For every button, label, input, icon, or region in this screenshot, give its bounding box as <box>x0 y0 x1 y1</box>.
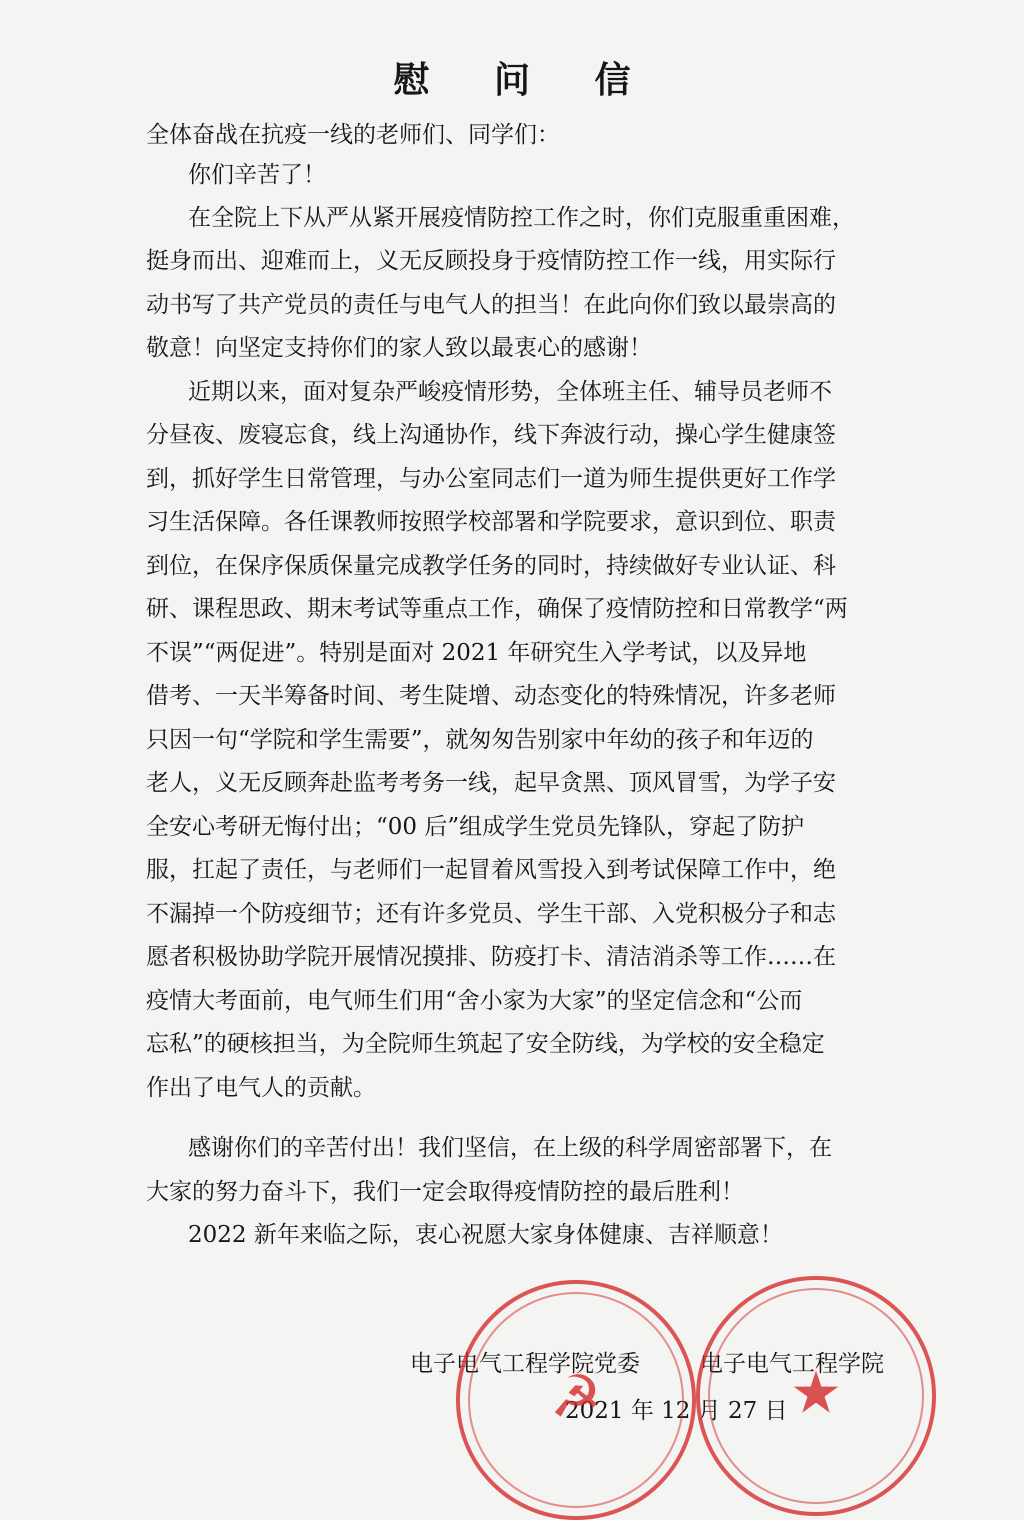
letter-line: 作出了电气人的贡献。 <box>146 1075 376 1101</box>
letter-line: 到，抓好学生日常管理，与办公室同志们一道为师生提供更好工作学 <box>146 466 836 492</box>
letter-line: 老人，义无反顾奔赴监考考务一线，起早贪黑、顶风冒雪，为学子安 <box>146 770 836 796</box>
letter-line: 2022 新年来临之际，衷心祝愿大家身体健康、吉祥顺意！ <box>188 1222 783 1248</box>
signature-college: 电子电气工程学院 <box>700 1351 884 1377</box>
letter-line: 大家的努力奋斗下，我们一定会取得疫情防控的最后胜利！ <box>146 1179 744 1205</box>
letter-line: 分昼夜、废寝忘食，线上沟通协作，线下奔波行动，操心学生健康签 <box>146 422 836 448</box>
letter-line: 挺身而出、迎难而上，义无反顾投身于疫情防控工作一线，用实际行 <box>146 248 836 274</box>
letter-greeting: 全体奋战在抗疫一线的老师们、同学们： <box>146 122 560 148</box>
letter-line: 借考、一天半筹备时间、考生陡增、动态变化的特殊情况，许多老师 <box>146 683 836 709</box>
letter-date: 2021 年 12 月 27 日 <box>565 1398 788 1424</box>
letter-line: 感谢你们的辛苦付出！我们坚信，在上级的科学周密部署下，在 <box>188 1135 832 1161</box>
star-icon: ★ <box>790 1358 842 1427</box>
letter-line: 研、课程思政、期末考试等重点工作，确保了疫情防控和日常教学“两 <box>146 596 848 622</box>
letter-line: 到位，在保序保质保量完成教学任务的同时，持续做好专业认证、科 <box>146 553 836 579</box>
letter-line: 你们辛苦了！ <box>188 162 326 188</box>
signature-party-committee: 电子电气工程学院党委 <box>410 1351 640 1377</box>
letter-line: 不漏掉一个防疫细节；还有许多党员、学生干部、入党积极分子和志 <box>146 901 836 927</box>
hammer-sickle-icon: ☭ <box>550 1362 602 1431</box>
letter-line: 忘私”的硬核担当，为全院师生筑起了安全防线，为学校的安全稳定 <box>146 1031 825 1057</box>
letter-line: 只因一句“学院和学生需要”，就匆匆告别家中年幼的孩子和年迈的 <box>146 727 814 753</box>
letter-title: 慰 问 信 <box>393 59 657 101</box>
letter-line: 不误”“两促进”。特别是面对 2021 年研究生入学考试，以及异地 <box>146 640 807 666</box>
letter-line: 全安心考研无悔付出；“00 后”组成学生党员先锋队，穿起了防护 <box>146 814 805 840</box>
letter-line: 愿者积极协助学院开展情况摸排、防疫打卡、清洁消杀等工作……在 <box>146 944 836 970</box>
letter-line: 敬意！向坚定支持你们的家人致以最衷心的感谢！ <box>146 335 652 361</box>
letter-line: 疫情大考面前，电气师生们用“舍小家为大家”的坚定信念和“公而 <box>146 988 803 1014</box>
letter-line: 动书写了共产党员的责任与电气人的担当！在此向你们致以最崇高的 <box>146 292 836 318</box>
letter-line: 服，扛起了责任，与老师们一起冒着风雪投入到考试保障工作中，绝 <box>146 857 836 883</box>
letter-line: 近期以来，面对复杂严峻疫情形势，全体班主任、辅导员老师不 <box>188 379 832 405</box>
letter-line: 在全院上下从严从紧开展疫情防控工作之时，你们克服重重困难， <box>188 205 855 231</box>
letter-line: 习生活保障。各任课教师按照学校部署和学院要求，意识到位、职责 <box>146 509 836 535</box>
